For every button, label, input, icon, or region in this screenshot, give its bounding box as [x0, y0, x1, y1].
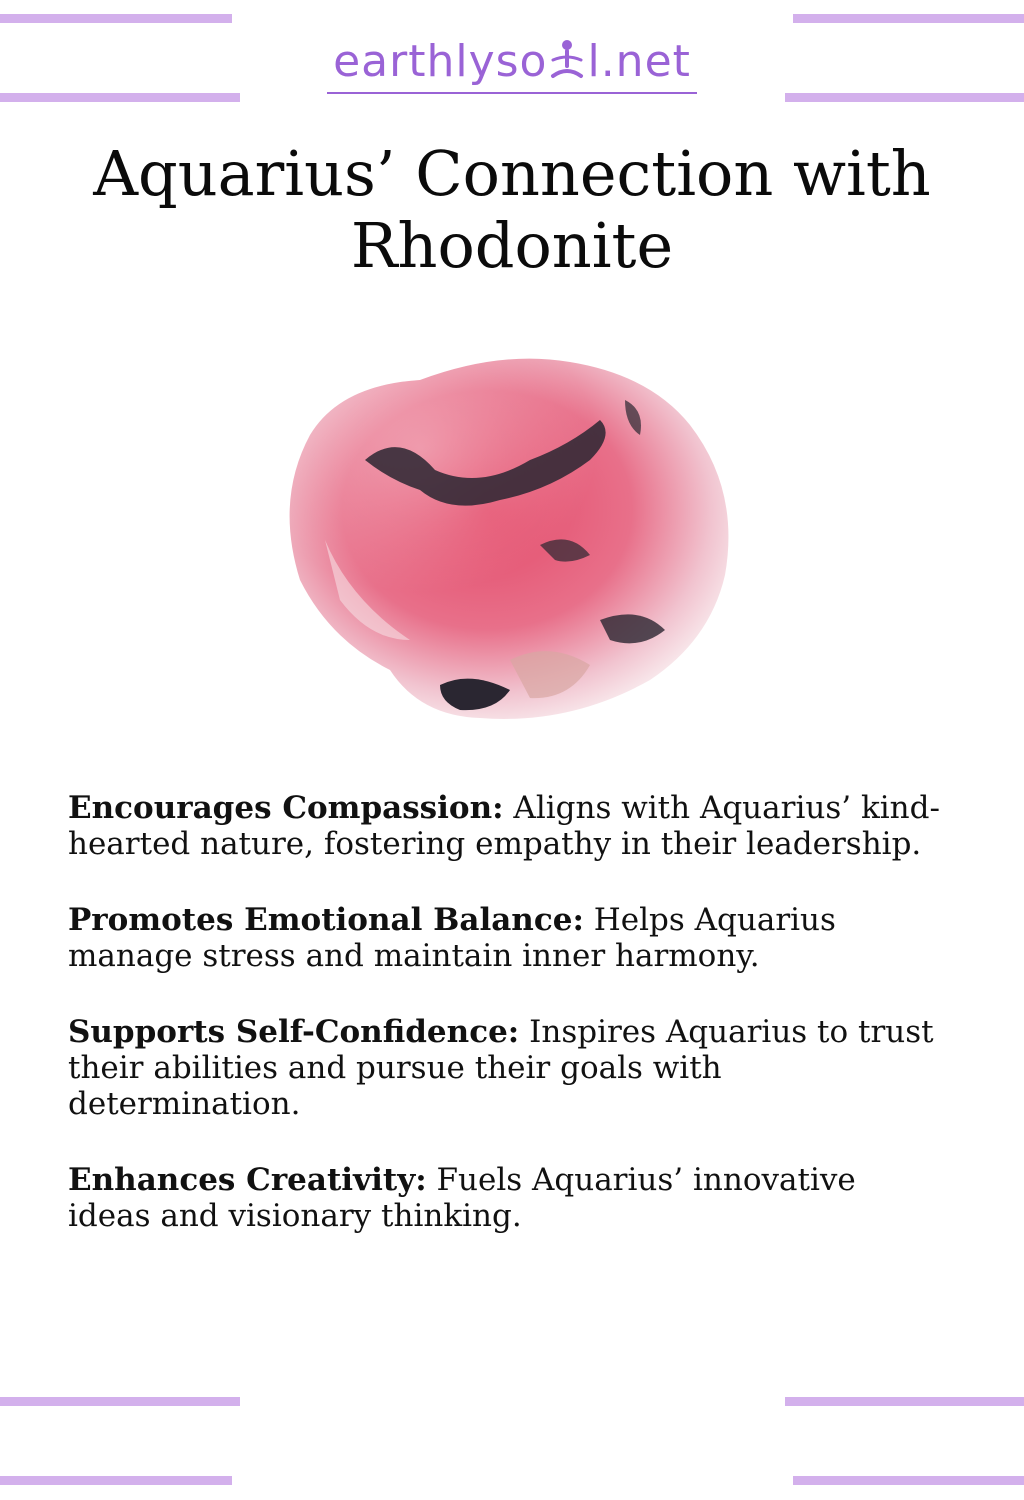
bottom-right-bar-lower [793, 1476, 1024, 1485]
logo-wordmark [327, 34, 697, 94]
benefit-label: Encourages Compassion: [68, 790, 504, 826]
site-logo[interactable] [0, 34, 1024, 94]
benefit-label: Supports Self-Confidence: [68, 1014, 520, 1050]
bottom-right-bar-upper [785, 1397, 1024, 1406]
top-right-bar-lower [785, 93, 1024, 102]
logo-text-left: earthlyso [333, 36, 548, 87]
bottom-left-bar-lower [0, 1476, 232, 1485]
benefit-label: Enhances Creativity: [68, 1162, 427, 1198]
benefit-text: Aligns with Aquarius’ kind-hearted nature, fostering empathy in their leadership. [68, 790, 940, 862]
top-left-bar-lower [0, 93, 240, 102]
benefit-label: Promotes Emotional Balance: [68, 902, 584, 938]
title-line-1: Aquarius’ Connection with [93, 137, 931, 210]
bottom-left-bar-upper [0, 1397, 240, 1406]
benefit-self-confidence [68, 1014, 948, 1122]
page-title [20, 138, 1004, 282]
benefit-text: Inspires Aquarius to trust their abilities and pursue their goals with determination. [68, 1014, 934, 1122]
benefit-text: Fuels Aquarius’ innovative ideas and visionary thinking. [68, 1162, 856, 1234]
title-line-2: Rhodonite [350, 209, 674, 282]
logo-text-right: l.net [587, 36, 691, 87]
meditating-figure-icon [547, 36, 587, 82]
benefit-emotional-balance [68, 902, 948, 974]
benefits-list [68, 790, 948, 1274]
top-right-bar-upper [793, 14, 1024, 23]
benefit-compassion [68, 790, 948, 862]
top-left-bar-upper [0, 14, 232, 23]
benefit-text: Helps Aquarius manage stress and maintain inner harmony. [68, 902, 836, 974]
rhodonite-stone-image [270, 340, 760, 730]
benefit-creativity [68, 1162, 948, 1234]
